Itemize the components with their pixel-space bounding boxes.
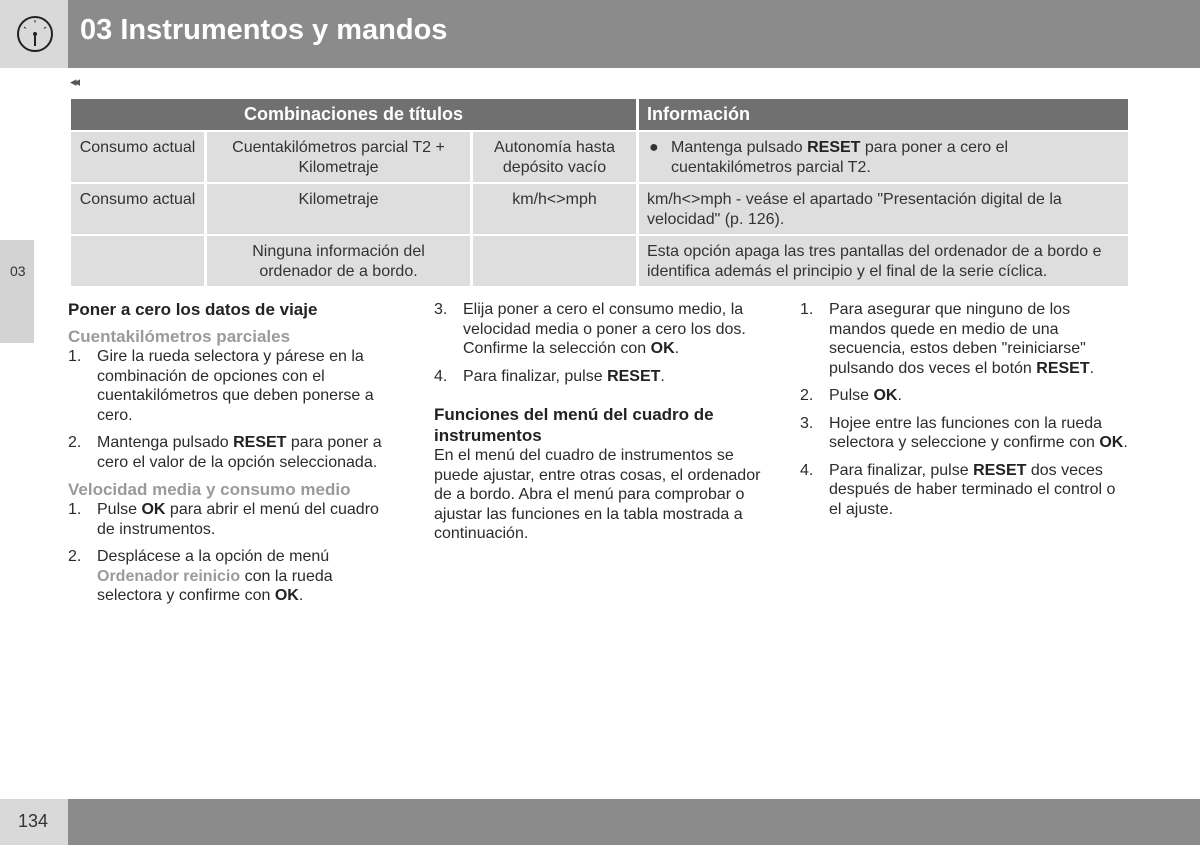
list-bold: OK bbox=[274, 587, 299, 604]
speedometer-icon bbox=[16, 15, 54, 53]
list-text: Para finalizar, pulse bbox=[463, 367, 608, 385]
list-text: Mantenga pulsado bbox=[97, 434, 234, 451]
list-text: para poner a cero el valor de la opción seleccionada. bbox=[97, 434, 382, 471]
list-bold: OK bbox=[650, 340, 675, 357]
list-text: dos veces después de haber terminado el control o el ajuste. bbox=[829, 461, 1116, 518]
section-heading: Poner a cero los datos de viaje bbox=[68, 300, 318, 319]
steps-list bbox=[68, 500, 398, 606]
table-cell: Consumo actual bbox=[71, 184, 204, 234]
info-table bbox=[68, 97, 1131, 288]
list-text: Pulse bbox=[97, 501, 142, 518]
info-bold: RESET bbox=[807, 139, 861, 156]
table-cell-info: km/h<>mph - veáse el apartado "Presentación digital de la velocidad" (p. 126). bbox=[639, 184, 1128, 234]
list-text: Desplácese a la opción de menú bbox=[97, 548, 330, 565]
table-header-row bbox=[71, 99, 1128, 130]
list-text: Para finalizar, pulse bbox=[829, 461, 974, 479]
list-item bbox=[800, 414, 1130, 453]
list-number: 3. bbox=[800, 414, 814, 432]
list-bold: OK bbox=[1099, 434, 1124, 451]
list-text: Gire la rueda selectora y párese en la combinación de opciones con el cuentakilómetros que deben ponerse a cero. bbox=[97, 348, 374, 424]
table-row bbox=[71, 236, 1128, 286]
bullet-icon: ● bbox=[649, 139, 659, 156]
page-title: 03 Instrumentos y mandos bbox=[80, 14, 448, 46]
list-item bbox=[800, 461, 1130, 520]
steps-list bbox=[800, 300, 1130, 519]
table-cell bbox=[71, 236, 204, 286]
chapter-icon-box bbox=[0, 0, 68, 68]
table-cell: Consumo actual bbox=[71, 132, 204, 182]
list-bold: RESET bbox=[1036, 359, 1090, 377]
list-number: 1. bbox=[68, 348, 82, 365]
table-cell bbox=[473, 236, 636, 286]
table-cell: Cuentakilómetros parcial T2 + Kilometraje bbox=[207, 132, 470, 182]
subsection-heading: Cuentakilómetros parciales bbox=[68, 327, 291, 346]
list-item bbox=[434, 367, 764, 387]
list-number: 2. bbox=[68, 434, 82, 451]
list-number: 3. bbox=[434, 301, 448, 318]
steps-list bbox=[434, 300, 764, 386]
menu-option-name: Ordenador reinicio bbox=[97, 567, 241, 585]
list-item bbox=[68, 347, 398, 425]
table-cell-info: Esta opción apaga las tres pantallas del ordenador de a bordo e identifica además el principio y el final de la serie cíclica. bbox=[639, 236, 1128, 286]
list-bold: RESET bbox=[233, 434, 287, 451]
list-number: 2. bbox=[800, 387, 814, 404]
list-number: 1. bbox=[800, 301, 814, 318]
subsection-heading: Velocidad media y consumo medio bbox=[68, 480, 351, 499]
list-number: 1. bbox=[68, 501, 82, 518]
table-row bbox=[71, 184, 1128, 234]
text-column-2 bbox=[434, 300, 764, 544]
list-text: con la rueda selectora y confirme con bbox=[97, 567, 333, 604]
list-item bbox=[68, 433, 398, 472]
list-text: . bbox=[897, 387, 902, 404]
list-bold: RESET bbox=[607, 367, 661, 385]
list-text: Elija poner a cero el consumo medio, la velocidad media o poner a cero los dos. Confirme la selección con bbox=[463, 301, 746, 357]
table-cell: Autonomía hasta depósito vacío bbox=[473, 132, 636, 182]
header-info: Información bbox=[639, 99, 1128, 130]
list-text: . bbox=[1089, 359, 1095, 377]
info-text: para poner a cero el cuentakilómetros parcial T2. bbox=[671, 139, 1009, 176]
list-bold: RESET bbox=[973, 461, 1027, 479]
list-bold: OK bbox=[141, 501, 166, 518]
list-text: . bbox=[660, 367, 665, 385]
list-text: Pulse bbox=[829, 387, 874, 404]
list-bold: OK bbox=[873, 387, 898, 404]
table-cell: Kilometraje bbox=[207, 184, 470, 234]
header-combinations: Combinaciones de títulos bbox=[71, 99, 636, 130]
steps-list bbox=[68, 347, 398, 472]
list-text: . bbox=[298, 587, 304, 604]
footer-bar bbox=[68, 799, 1200, 845]
list-text: Para asegurar que ninguno de los mandos quede en medio de una secuencia, estos deben "reiniciarse" pulsando dos veces el botón bbox=[829, 301, 1086, 377]
list-text: . bbox=[674, 340, 680, 357]
table-cell-info bbox=[639, 132, 1128, 182]
list-item bbox=[800, 386, 1130, 406]
table-row bbox=[71, 132, 1128, 182]
list-number: 2. bbox=[68, 548, 82, 565]
text-column-3 bbox=[800, 300, 1130, 527]
back-arrows-icon[interactable]: ◂◂ bbox=[70, 74, 78, 89]
table-cell: Ninguna información del ordenador de a bordo. bbox=[207, 236, 470, 286]
list-text: para abrir el menú del cuadro de instrumentos. bbox=[97, 501, 379, 538]
section-heading: Funciones del menú del cuadro de instrumentos bbox=[434, 405, 714, 445]
list-item bbox=[68, 500, 398, 539]
chapter-side-tab bbox=[0, 240, 34, 343]
text-column-1 bbox=[68, 300, 398, 614]
list-item bbox=[800, 300, 1130, 378]
table-cell: km/h<>mph bbox=[473, 184, 636, 234]
list-text: Hojee entre las funciones con la rueda selectora y seleccione y confirme con bbox=[829, 414, 1103, 451]
list-text: . bbox=[1123, 434, 1128, 451]
chapter-tab-label: 03 bbox=[10, 263, 26, 279]
list-number: 4. bbox=[800, 461, 814, 479]
list-number: 4. bbox=[434, 367, 448, 385]
page-footer bbox=[0, 799, 1200, 845]
page-header bbox=[0, 0, 1200, 68]
page-number-box bbox=[0, 799, 68, 845]
paragraph: En el menú del cuadro de instrumentos se puede ajustar, entre otras cosas, el ordenador de a bordo. Abra el menú para comprobar o ajustar las funciones en la tabla mostrada a continuación. bbox=[434, 447, 761, 542]
list-item bbox=[68, 547, 398, 606]
info-text: Mantenga pulsado bbox=[671, 139, 808, 156]
page-number: 134 bbox=[18, 811, 49, 831]
list-item bbox=[434, 300, 764, 359]
